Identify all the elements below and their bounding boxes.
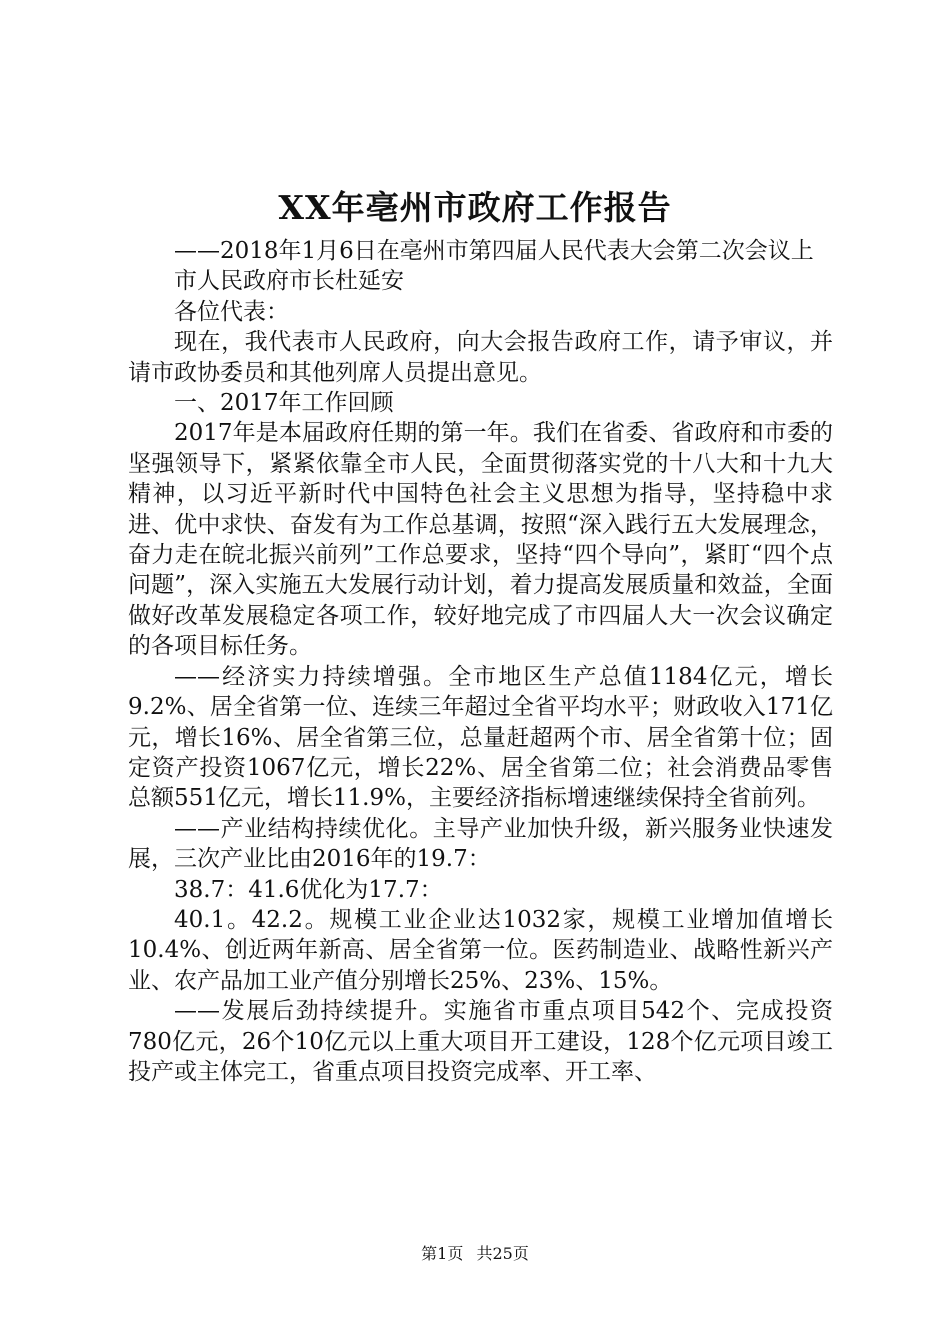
paragraph-opening: 现在，我代表市人民政府，向大会报告政府工作，请予审议，并请市政协委员和其他列席人员提出意见。	[128, 329, 833, 386]
paragraph-salutation: 各位代表：	[174, 298, 289, 325]
paragraph-ratio: 38.7：41.6优化为17.7：	[174, 876, 443, 903]
paragraph-review: 2017年是本届政府任期的第一年。我们在省委、省政府和市委的坚强领导下，紧紧依靠全市人民，全面贯彻落实党的十八大和十九大精神，以习近平新时代中国特色社会主义思想为指导，坚持稳中求进、优中求快、奋发有为工作总基调，按照“深入践行五大发展理念，奋力走在皖北振兴前列”工作总要求，坚持“四个导向”，紧盯“四个点问题”，深入实施五大发展行动计划，着力提高发展质量和效益，全面做好改革发展稳定各项工作，较好地完成了市四届人大一次会议确定的各项目标任务。	[128, 420, 833, 660]
paragraph-industrial-growth: 40.1。42.2。规模工业企业达1032家，规模工业增加值增长10.4%、创近两年新高、居全省第一位。医药制造业、战略性新兴产业、农产品加工业产值分别增长25%、23%、15%。	[128, 906, 833, 994]
page-total: 共25页	[476, 1244, 529, 1263]
paragraph-subtitle-date: ——2018年1月6日在亳州市第四届人民代表大会第二次会议上	[174, 238, 814, 264]
page-footer	[0, 1243, 950, 1265]
document-title: XX年亳州市政府工作报告	[278, 188, 672, 227]
page-number: 第1页	[421, 1244, 464, 1263]
paragraph-economy: ——经济实力持续增强。全市地区生产总值1184亿元，增长9.2%、居全省第一位、连续三年超过全省平均水平；财政收入171亿元，增长16%、居全省第三位，总量赶超两个市、居全省第十位；固定资产投资1067亿元，增长22%、居全省第二位；社会消费品零售总额551亿元，增长11.9%，主要经济指标增速继续保持全省前列。	[128, 663, 833, 812]
document-body	[128, 236, 833, 1087]
section-heading: 一、2017年工作回顾	[174, 390, 394, 417]
paragraph-speaker: 市人民政府市长杜延安	[174, 268, 404, 295]
paragraph-development: ——发展后劲持续提升。实施省市重点项目542个、完成投资780亿元，26个10亿元以上重大项目开工建设，128个亿元项目竣工投产或主体完工，省重点项目投资完成率、开工率、	[128, 998, 833, 1085]
paragraph-industry: ——产业结构持续优化。主导产业加快升级，新兴服务业快速发展，三次产业比由2016年的19.7：	[128, 815, 833, 873]
